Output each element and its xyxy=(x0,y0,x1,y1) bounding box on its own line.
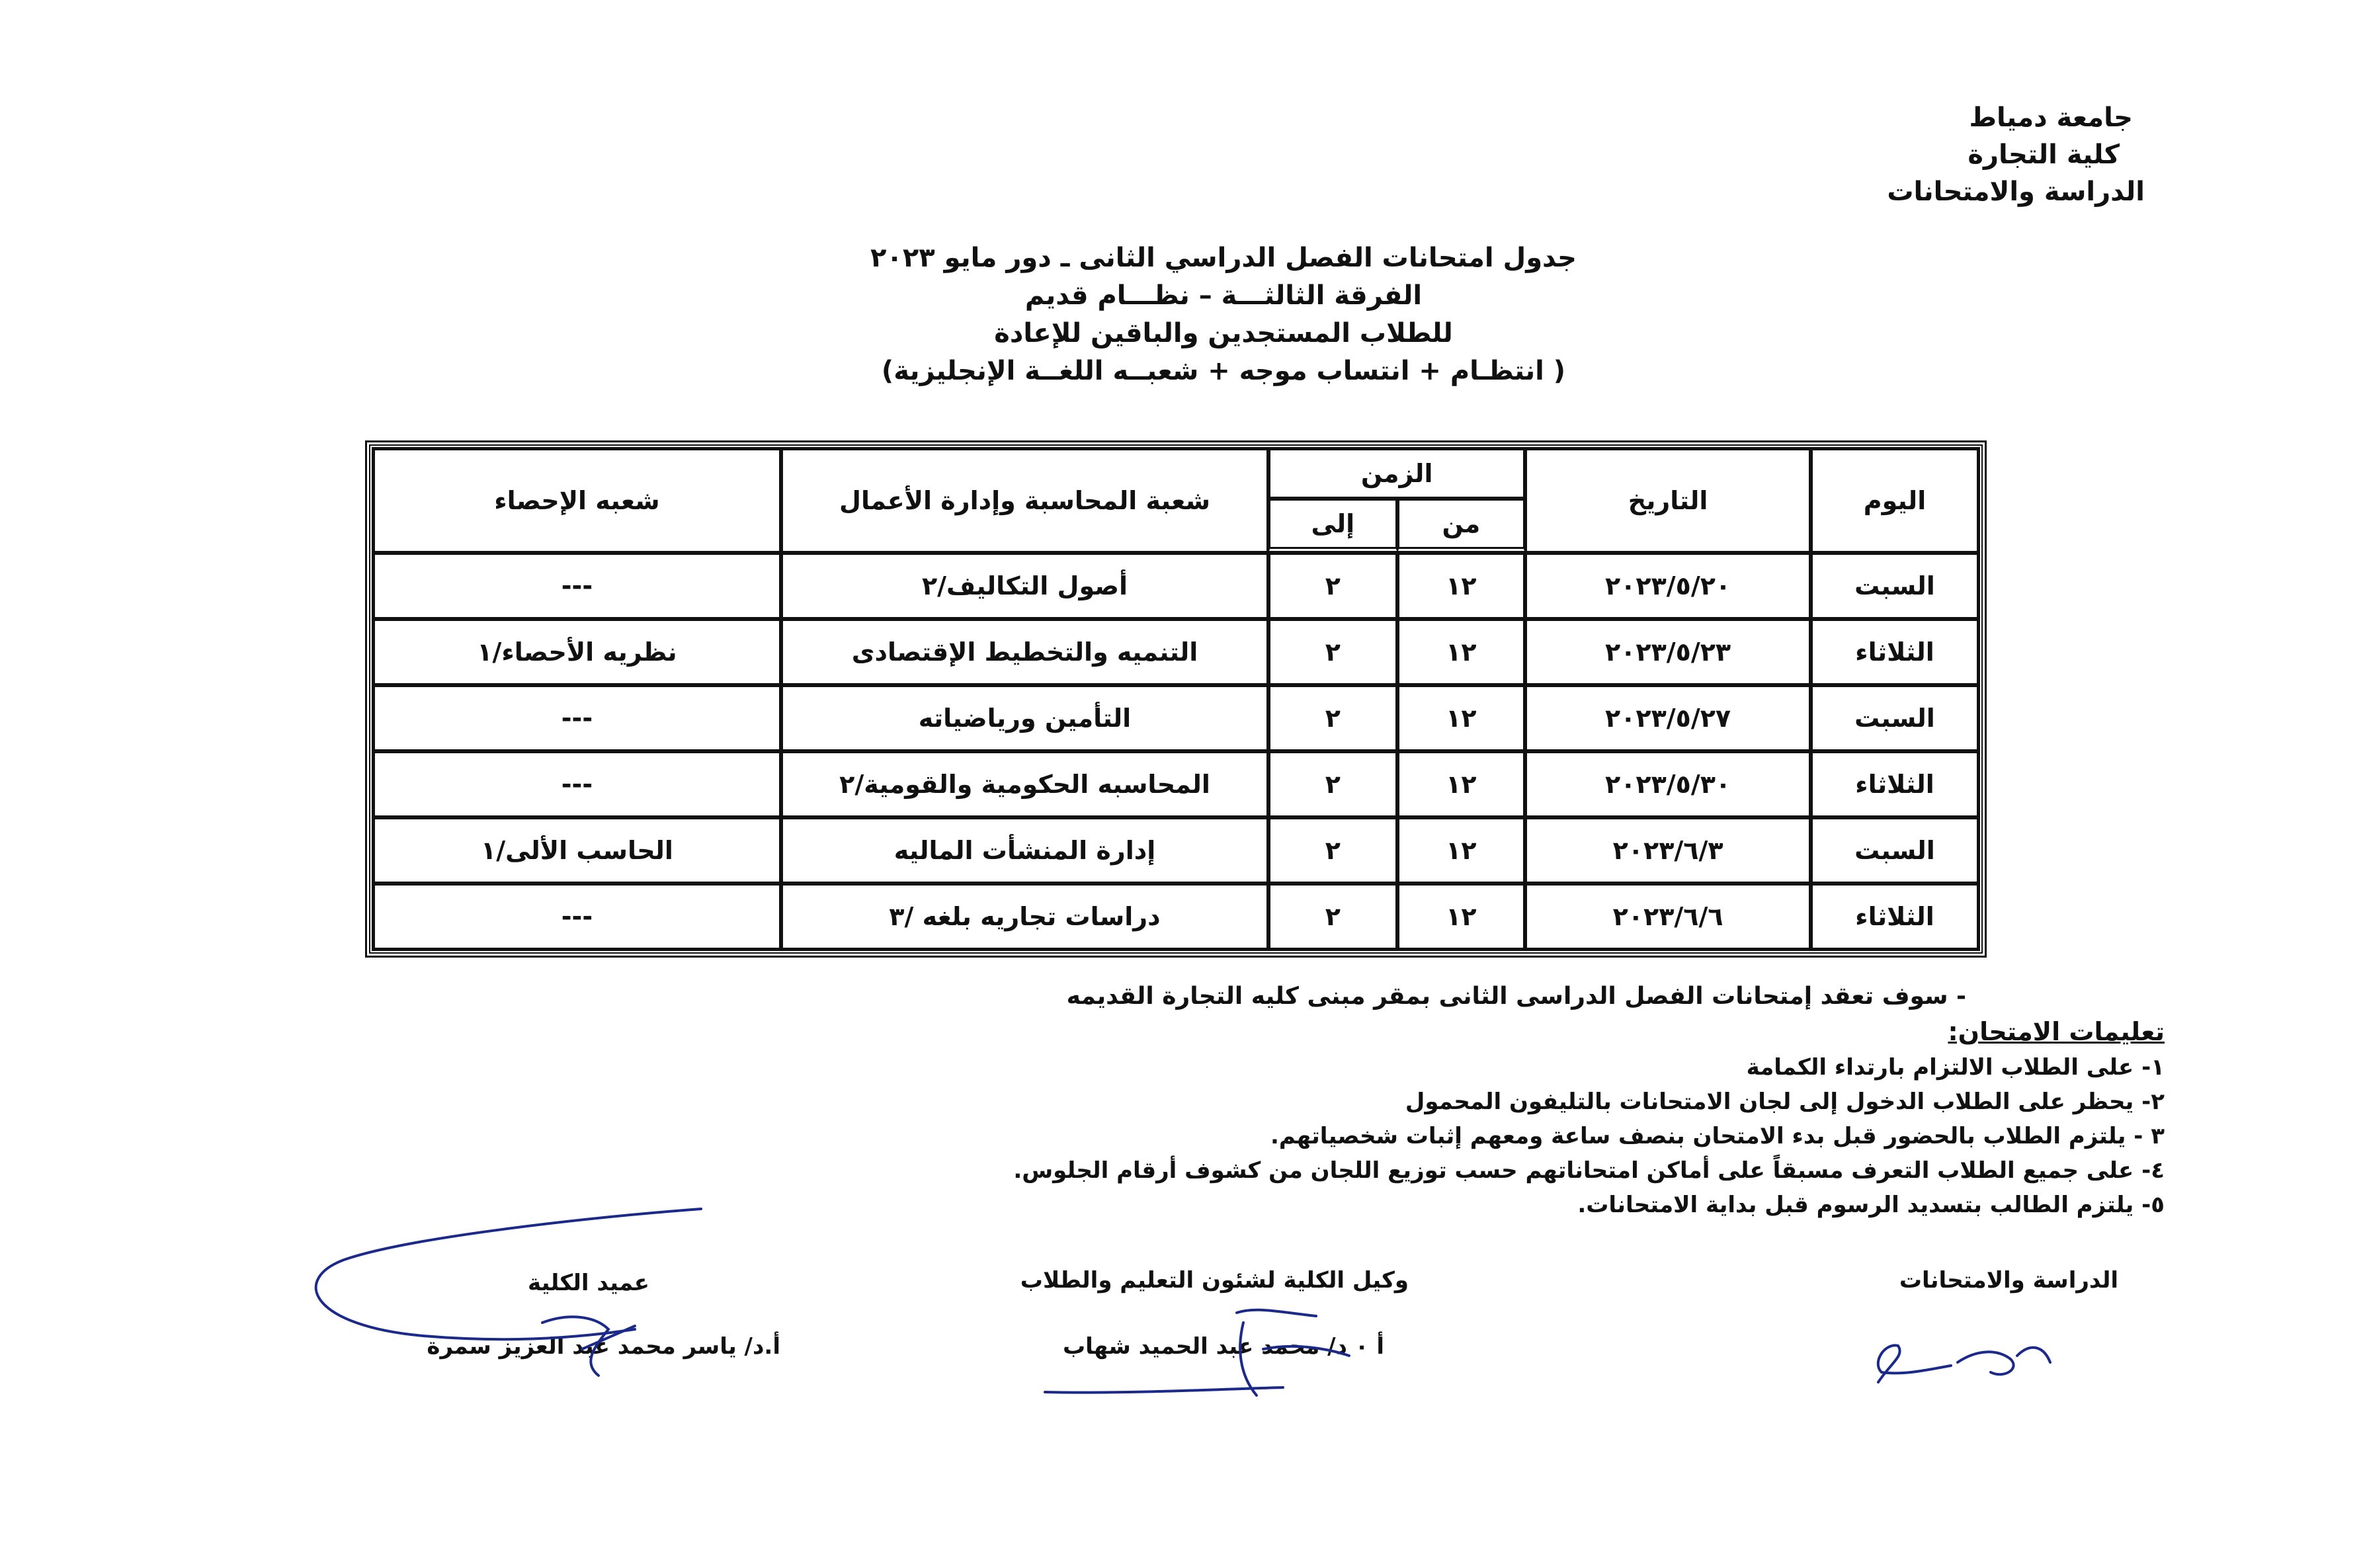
cell-date: ٢٠٢٣/٥/٢٠ xyxy=(1525,553,1811,619)
cell-to: ٢ xyxy=(1268,884,1397,950)
exam-location-note: - سوف تعقد إمتحانات الفصل الدراسى الثانى بمقر مبنى كليه التجارة القديمه xyxy=(1066,983,1966,1010)
cell-from: ١٢ xyxy=(1397,553,1526,619)
cell-day: الثلاثاء xyxy=(1811,619,1979,685)
exams-office-signature-stroke xyxy=(1878,1345,1951,1382)
vice-dean-name: أ ٠ د/ محمد عبد الحميد شهاب xyxy=(1062,1333,1385,1360)
dean-signature-stroke xyxy=(316,1209,701,1339)
vice-dean-title: وكيل الكلية لشئون التعليم والطلاب xyxy=(1020,1267,1409,1294)
cell-from: ١٢ xyxy=(1397,884,1526,950)
vice-dean-signature-stroke xyxy=(1237,1310,1349,1395)
cell-date: ٢٠٢٣/٦/٣ xyxy=(1525,817,1811,884)
cell-statistics: --- xyxy=(373,553,781,619)
title-line-3: للطلاب المستجدين والباقين للإعادة xyxy=(994,318,1453,349)
department-name: الدراسة والامتحانات xyxy=(1887,177,2145,207)
faculty-name: كلية التجارة xyxy=(1968,140,2120,170)
cell-date: ٢٠٢٣/٥/٣٠ xyxy=(1525,751,1811,817)
cell-to: ٢ xyxy=(1268,619,1397,685)
cell-to: ٢ xyxy=(1268,553,1397,619)
instruction-item: ٢- يحظر على الطلاب الدخول إلى لجان الامتحانات بالتليفون المحمول xyxy=(1405,1089,2165,1115)
cell-date: ٢٠٢٣/٦/٦ xyxy=(1525,884,1811,950)
cell-day: السبت xyxy=(1811,553,1979,619)
cell-date: ٢٠٢٣/٥/٢٣ xyxy=(1525,619,1811,685)
header-accounting: شعبة المحاسبة وإدارة الأعمال xyxy=(781,448,1268,553)
cell-accounting: التنميه والتخطيط الإقتصادى xyxy=(781,619,1268,685)
cell-accounting: المحاسبه الحكومية والقومية/٢ xyxy=(781,751,1268,817)
cell-accounting: أصول التكاليف/٢ xyxy=(781,553,1268,619)
header-statistics: شعبه الإحصاء xyxy=(373,448,781,553)
cell-statistics: --- xyxy=(373,884,781,950)
header-from: من xyxy=(1397,499,1526,553)
title-line-2: الفرقة الثالثـــة – نظـــام قديم xyxy=(1024,280,1423,311)
cell-to: ٢ xyxy=(1268,817,1397,884)
title-line-1: جدول امتحانات الفصل الدراسي الثانى ـ دور مايو ٢٠٢٣ xyxy=(870,243,1577,273)
cell-day: الثلاثاء xyxy=(1811,884,1979,950)
cell-statistics: الحاسب الألى/١ xyxy=(373,817,781,884)
cell-day: السبت xyxy=(1811,685,1979,751)
cell-to: ٢ xyxy=(1268,751,1397,817)
cell-day: السبت xyxy=(1811,817,1979,884)
cell-accounting: دراسات تجاريه بلغه /٣ xyxy=(781,884,1268,950)
header-day: اليوم xyxy=(1811,448,1979,553)
instruction-item: ٥- يلتزم الطالب بتسديد الرسوم قبل بداية الامتحانات. xyxy=(1577,1192,2165,1218)
instruction-item: ١- على الطلاب الالتزام بارتداء الكمامة xyxy=(1746,1054,2165,1081)
dean-signature-stroke xyxy=(542,1317,635,1376)
title-line-4: ( انتظـام + انتساب موجه + شعبــه اللغــة الإنجليزية) xyxy=(881,356,1566,386)
instructions-title: تعليمات الامتحان: xyxy=(1948,1017,2165,1046)
header-to: إلى xyxy=(1268,499,1397,553)
dean-title: عميد الكلية xyxy=(528,1270,649,1296)
exams-office-signatory-title: الدراسة والامتحانات xyxy=(1899,1267,2118,1294)
university-name: جامعة دمياط xyxy=(1969,103,2133,133)
instruction-item: ٣ - يلتزم الطلاب بالحضور قبل بدء الامتحان بنصف ساعة ومعهم إثبات شخصياتهم. xyxy=(1270,1123,2165,1149)
cell-from: ١٢ xyxy=(1397,751,1526,817)
cell-day: الثلاثاء xyxy=(1811,751,1979,817)
cell-from: ١٢ xyxy=(1397,619,1526,685)
instruction-item: ٤- على جميع الطلاب التعرف مسبقاً على أماكن امتحاناتهم حسب توزيع اللجان من كشوف أرقام الجلوس. xyxy=(1013,1157,2165,1184)
cell-from: ١٢ xyxy=(1397,817,1526,884)
cell-from: ١٢ xyxy=(1397,685,1526,751)
cell-statistics: --- xyxy=(373,751,781,817)
cell-accounting: التأمين ورياضياته xyxy=(781,685,1268,751)
cell-date: ٢٠٢٣/٥/٢٧ xyxy=(1525,685,1811,751)
cell-accounting: إدارة المنشأت الماليه xyxy=(781,817,1268,884)
cell-statistics: نظريه الأحصاء/١ xyxy=(373,619,781,685)
cell-statistics: --- xyxy=(373,685,781,751)
exams-office-signature-stroke xyxy=(1958,1348,2050,1375)
vice-dean-signature-stroke xyxy=(1045,1387,1283,1393)
cell-to: ٢ xyxy=(1268,685,1397,751)
dean-name: أ.د/ ياسر محمد عبد العزيز سمرة xyxy=(427,1333,780,1360)
header-date: التاريخ xyxy=(1525,448,1811,553)
header-time: الزمن xyxy=(1268,448,1525,499)
